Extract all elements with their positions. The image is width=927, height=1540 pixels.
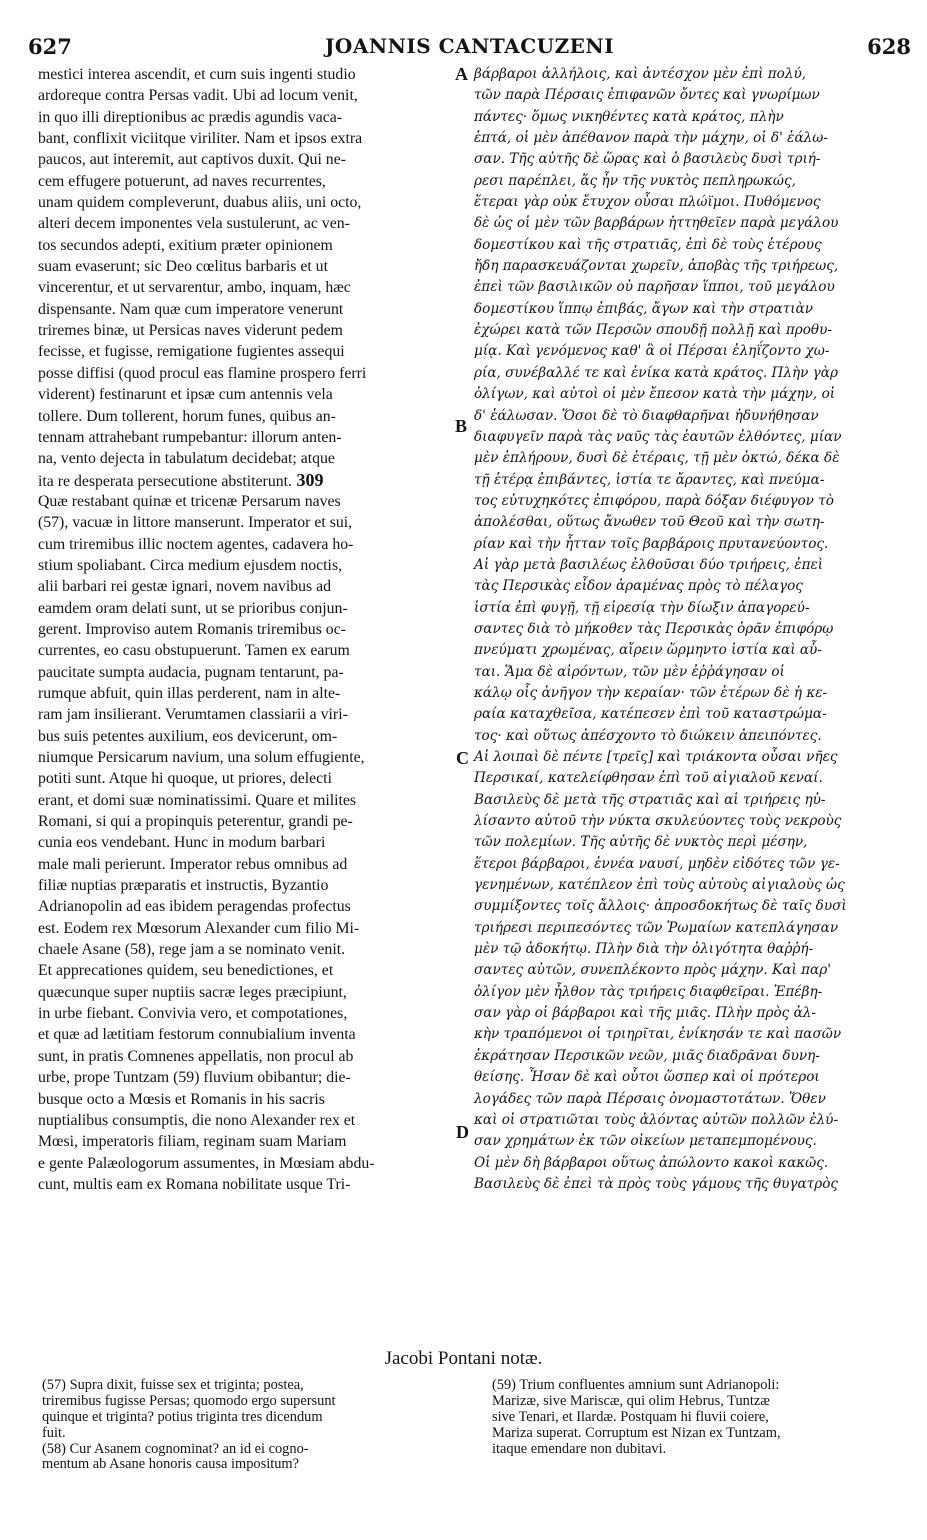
latin-text-line: urbe, prope Tuntzam (59) fluvium obibantur; die- bbox=[38, 1069, 351, 1087]
latin-text-line: in quo illi direptionibus ac prædis agundis vaca- bbox=[38, 108, 343, 126]
greek-text-line: συμμίξοντες τοῖς ἄλλοις· ἀπροσδοκήτως δὲ ταῖς δυσὶ bbox=[474, 898, 847, 915]
latin-text-line: gerent. Improviso autem Romanis triremibus oc- bbox=[38, 620, 346, 638]
greek-text-line: τος· καὶ οὕτως ἀπέσχοντο τὸ διώκειν ἀπειπόντες. bbox=[474, 727, 822, 744]
greek-text-line: δομεστίκου ἵππῳ ἐπιβάς, ἄγων καὶ τὴν στρατιὰν bbox=[474, 300, 814, 317]
greek-text-line: ραία καταχθεῖσα, κατέπεσεν ἐπὶ τοῦ καταστρώμα- bbox=[474, 706, 827, 723]
greek-text-line: λογάδες τῶν παρὰ Πέρσαις ὀνομαστοτάτων. Ὅθεν bbox=[474, 1090, 826, 1107]
latin-text-line: male mali perierunt. Imperator rebus omnibus ad bbox=[38, 855, 348, 873]
greek-text-line: ἕτεραι γὰρ οὐκ ἔτυχον οὖσαι πλώϊμοι. Πυθόμενος bbox=[474, 194, 821, 211]
greek-text-line: κάλῳ οἷς ἀνῆγον τὴν κεραίαν· τῶν ἑτέρων δὲ ἡ κε- bbox=[474, 684, 828, 701]
latin-text-line: Et apprecationes quidem, seu benedictiones, et bbox=[38, 962, 334, 980]
latin-text-line: erant, et domi suæ nominatissimi. Quare et milites bbox=[38, 791, 357, 809]
latin-text-line: cunt, multis eam ex Romana nobilitate usque Tri- bbox=[38, 1175, 351, 1193]
greek-text-line: δομεστίκου καὶ τῆς στρατιᾶς, ἐπὶ δὲ τοὺς ἑτέρους bbox=[474, 236, 822, 253]
notes-right-column bbox=[492, 1378, 912, 1457]
latin-text-line: suam evaserunt; sic Deo cœlitus barbaris et ut bbox=[38, 258, 328, 276]
greek-text-line: πάντες· ὅμως νικηθέντες κατὰ κράτος, πλὴν bbox=[474, 108, 784, 125]
latin-text-line: Mœsi, imperatoris filiam, reginam suam Mariam bbox=[38, 1133, 347, 1151]
latin-text-line: Adrianopolin ad eas ibidem peragendas profectus bbox=[38, 898, 351, 916]
greek-text-line: τὰς Περσικὰς εἶδον ἀραμένας πρὸς τὸ πέλαγος bbox=[474, 578, 803, 595]
note-line: triremibus fugisse Persas; quomodo ergo supersunt bbox=[42, 1392, 336, 1409]
greek-text-line: δὲ ὡς οἱ μὲν τῶν βαρβάρων ἡττηθεῖεν παρὰ μεγάλου bbox=[474, 215, 839, 232]
page-number-right: 628 bbox=[867, 34, 911, 59]
note-line: quinque et triginta? potius triginta tres dicendum bbox=[42, 1408, 323, 1425]
greek-text-line: ἤδη παρασκευάζονται χωρεῖν, ἀποβὰς τῆς τριήρεως, bbox=[474, 258, 839, 275]
latin-text-line: tennam attrahebant rumpebantur: illorum anten- bbox=[38, 428, 342, 446]
latin-text-line: alteri decem imponentes vela sustulerunt, ac ven- bbox=[38, 215, 350, 233]
note-line: (59) Trium confluentes amnium sunt Adrianopoli: bbox=[492, 1377, 780, 1393]
latin-text-line: est. Eodem rex Mœsorum Alexander cum filio Mi- bbox=[38, 919, 360, 937]
greek-text-line: σαντες διὰ τὸ μήκοθεν τὰς Περσικὰς ὁρᾶν ἐπιφόρῳ bbox=[474, 620, 834, 637]
latin-text-line: cunia eos vendebant. Hunc in modum barbari bbox=[38, 834, 326, 852]
greek-text-line: μὲν ἐπλήρουν, δυσὶ δὲ ἑτέραις, τῇ μὲν ὀκτώ, δέκα δὲ bbox=[474, 450, 840, 467]
latin-text-line: tos secundos adepti, exitium præter opinionem bbox=[38, 236, 333, 254]
latin-text-line: potiti sunt. Atque hi quoque, ut priores, delecti bbox=[38, 770, 332, 788]
greek-text-line: ὀλίγον μὲν ἦλθον τὰς τριήρεις διαφθεῖραι. Ἐπέβη- bbox=[474, 983, 823, 1000]
greek-text-line: Βασιλεὺς δὲ μετὰ τῆς στρατιᾶς καὶ αἱ τριήρεις ηὐ- bbox=[474, 791, 826, 808]
greek-text-line: καὶ οἱ στρατιῶται τοὺς ἁλόντας αὐτῶν πολλῶν ἐλύ- bbox=[474, 1111, 839, 1128]
margin-marker-c: C bbox=[456, 748, 469, 768]
latin-text-line: e gente Palæologorum assumentes, in Mœsiam abdu- bbox=[38, 1154, 375, 1172]
page-number-left: 627 bbox=[28, 34, 72, 59]
greek-text-line: τος εὐτυχηκότες ἐπιφόρου, παρὰ δόξαν διέφυγον τὸ bbox=[474, 492, 834, 509]
notes-left-column bbox=[42, 1378, 462, 1473]
latin-text-line: ita re desperata persecutione abstiterunt. 309 bbox=[38, 469, 324, 490]
greek-text-line: Αἱ γὰρ μετὰ βασιλέως ἐλθοῦσαι δύο τριήρεις, ἐπεὶ bbox=[474, 556, 824, 573]
greek-text-line: γενημένων, κατέπλεον ἐπὶ τοὺς αὐτοὺς αἰγιαλοὺς ὡς bbox=[474, 877, 845, 894]
notes-title: Jacobi Pontani notæ. bbox=[384, 1348, 543, 1369]
greek-text-line: τῶν πολεμίων. Τῆς αὐτῆς δὲ νυκτὸς περὶ μέσην, bbox=[474, 834, 808, 851]
latin-text-line: alii barbari rei gestæ ignari, novem navibus ad bbox=[38, 578, 332, 596]
latin-text-line: stium spoliabant. Circa medium ejusdem noctis, bbox=[38, 556, 343, 574]
greek-text-line: τῇ ἑτέρᾳ ἐπιβάντες, ἱστία τε ἄραντες, καὶ πνεύμα- bbox=[474, 471, 825, 488]
latin-text-line: vincerentur, et ut servarentur, ambo, inquam, hæc bbox=[38, 279, 351, 297]
latin-text-line: dispensante. Nam quæ cum imperatore venerunt bbox=[38, 300, 344, 318]
latin-text-line: nuptialibus consumptis, die nono Alexander rex et bbox=[38, 1111, 356, 1129]
latin-text-line: paucos, aut interemit, aut captivos duxit. Qui ne- bbox=[38, 151, 346, 169]
greek-text-line: Βασιλεὺς δὲ ἐπεὶ τὰ πρὸς τοὺς γάμους τῆς θυγατρὸς bbox=[474, 1175, 839, 1192]
greek-text-line: βάρβαροι ἀλλήλοις, καὶ ἀντέσχον μὲν ἐπὶ πολύ, bbox=[474, 66, 807, 82]
latin-text-line: ardoreque contra Persas vadit. Ubi ad locum venit, bbox=[38, 87, 358, 105]
latin-text-line: rumque abfuit, quin illas perderent, nam in alte- bbox=[38, 684, 341, 702]
latin-text-line: cem effugere potuerunt, ad naves recurrentes, bbox=[38, 172, 326, 190]
greek-column bbox=[474, 64, 912, 1195]
latin-text-line: niumque Persicarum navium, una solum effugiente, bbox=[38, 749, 365, 766]
greek-text-line: θείσης. Ἦσαν δὲ καὶ οὗτοι ὥσπερ καὶ οἱ πρότεροι bbox=[474, 1069, 820, 1086]
latin-text-line: tollere. Dum tollerent, horum funes, quibus an- bbox=[38, 407, 336, 425]
note-line: fuit. bbox=[42, 1424, 66, 1441]
latin-text-line: cum triremibus illic noctem agentes, cadavera ho- bbox=[38, 535, 354, 553]
margin-marker-b: B bbox=[455, 416, 468, 436]
latin-text-line: na, vento dejecta in tabulatum decidebat; atque bbox=[38, 450, 335, 468]
greek-text-line: διαφυγεῖν παρὰ τὰς ναῦς τὰς ἑαυτῶν ἐλθόντες, μίαν bbox=[474, 428, 842, 445]
greek-text-line: ρίαν καὶ τὴν ἧτταν τοῖς βαρβάροις πρυτανεύοντος. bbox=[474, 535, 829, 552]
greek-text-line: σαν. Τῆς αὐτῆς δὲ ὥρας καὶ ὁ βασιλεὺς δυσὶ τριή- bbox=[474, 151, 821, 168]
latin-text-line: unam quidem compleverunt, duabus aliis, uni octo, bbox=[38, 194, 362, 212]
latin-text-line: bant, conflixit viciitque viriliter. Nam et ipsos extra bbox=[38, 130, 363, 148]
note-line: (58) Cur Asanem cognominat? an id ei cogno- bbox=[42, 1440, 309, 1457]
note-line: sive Tenari, et Ilardæ. Postquam hi fluvii coiere, bbox=[492, 1408, 769, 1425]
note-line: Mariza superat. Corruptum est Nizan ex Tuntzam, bbox=[492, 1424, 781, 1441]
greek-text-line: ρία, συνέβαλλέ τε καὶ ἐνίκα κατὰ κράτος. Πλὴν γὰρ bbox=[474, 364, 838, 381]
greek-text-line: Περσικαί, κατελείφθησαν ἐπὶ τοῦ αἰγιαλοῦ κεναί. bbox=[474, 770, 823, 787]
greek-text-line: ἐχώρει κατὰ τῶν Περσῶν σπουδῇ πολλῇ καὶ προθυ- bbox=[474, 322, 832, 339]
latin-text-line: viderent) festinarunt et ipsæ cum antennis vela bbox=[38, 386, 333, 404]
greek-text-line: ὀλίγων, καὶ αὐτοὶ οἱ μὲν ἔπεσον κατὰ τὴν μάχην, οἱ bbox=[474, 386, 836, 403]
greek-text-line: Οἱ μὲν δὴ βάρβαροι οὕτως ἀπώλοντο κακοὶ κακῶς. bbox=[474, 1154, 829, 1171]
latin-text-line: chaele Asane (58), rege jam a se nominato venit. bbox=[38, 941, 346, 959]
greek-text-line: Αἱ λοιπαὶ δὲ πέντε [τρεῖς] καὶ τριάκοντα οὖσαι νῆες bbox=[474, 749, 838, 765]
margin-marker-a: A bbox=[455, 64, 468, 84]
running-title: JOANNIS CANTACUZENI bbox=[324, 34, 615, 58]
latin-text-line: busque octo a Mœsis et Romanis in his sacris bbox=[38, 1090, 325, 1108]
greek-text-line: δ' ἑάλωσαν. Ὅσοι δὲ τὸ διαφθαρῆναι ἠδυνήθησαν bbox=[474, 407, 819, 424]
greek-text-line: ἱστία ἐπὶ φυγῇ, τῇ εἰρεσίᾳ τὴν δίωξιν ἀπαγορεύ- bbox=[474, 599, 810, 616]
latin-text-line: eamdem oram delati sunt, ut se prioribus conjun- bbox=[38, 599, 348, 617]
running-header bbox=[28, 34, 911, 60]
latin-text-line: bus suis petentes auxilium, eos devicerunt, om- bbox=[38, 727, 338, 745]
latin-text-line: in urbe fiebant. Convivia vero, et compotationes, bbox=[38, 1005, 348, 1023]
greek-text-line: μίᾳ. Καὶ γενόμενος καθ' ἃ οἱ Πέρσαι ἐληΐζοντο χω- bbox=[474, 343, 830, 360]
margin-marker-d: D bbox=[456, 1122, 469, 1142]
greek-text-line: τριήρεσι περιπεσόντες τῶν Ῥωμαίων κατεπλάγησαν bbox=[474, 919, 839, 936]
greek-text-line: ται. Ἅμα δὲ αἰρόντων, τῶν μὲν ἐῤῥάγησαν οἱ bbox=[474, 663, 785, 680]
note-line: itaque emendare non dubitavi. bbox=[492, 1440, 667, 1457]
latin-text-line: sunt, in pratis Comnenes appellatis, non procul ab bbox=[38, 1047, 354, 1065]
greek-text-line: πνεύματι χρωμένας, αἴρειν ὥρμηντο ἱστία καὶ αὗ- bbox=[474, 642, 822, 659]
latin-text-line: et quæ ad lætitiam festorum connubialium inventa bbox=[38, 1026, 356, 1044]
greek-text-line: τῶν παρὰ Πέρσαις ἐπιφανῶν ὄντες καὶ γνωρίμων bbox=[474, 87, 820, 104]
greek-text-line: ἐπεὶ τῶν βασιλικῶν οὐ παρῆσαν ἵπποι, τοῦ μεγάλου bbox=[474, 279, 835, 296]
latin-text-line: filiæ nuptias præparatis et instructis, Byzantio bbox=[38, 877, 329, 895]
latin-text-line: triremes binæ, ut Persicas naves viderunt pedem bbox=[38, 322, 343, 340]
note-line: (57) Supra dixit, fuisse sex et triginta; postea, bbox=[42, 1377, 304, 1393]
greek-text-line: ἐκράτησαν Περσικῶν νεῶν, μιᾶς διαδρᾶναι δυνη- bbox=[474, 1047, 820, 1064]
greek-text-line: σαντες αὐτῶν, συνεπλέκοντο πρὸς μάχην. Καὶ παρ' bbox=[474, 962, 831, 979]
greek-text-line: σαν γὰρ οἱ βάρβαροι καὶ τῆς μιᾶς. Πλὴν πρὸς ἀλ- bbox=[474, 1005, 816, 1022]
greek-text-line: λίσαντο αὐτοῦ τὴν νύκτα σκυλεύοντες τοὺς νεκροὺς bbox=[474, 813, 842, 830]
note-line: Marizæ, sive Mariscæ, qui olim Hebrus, Tuntzæ bbox=[492, 1392, 770, 1409]
greek-text-line: σαν χρημάτων ἐκ τῶν οἰκείων μεταπεμπομένους. bbox=[474, 1133, 817, 1150]
greek-text-line: ἑπτά, οἱ μὲν ἀπέθανον παρὰ τὴν μάχην, οἱ δ' ἑάλω- bbox=[474, 130, 828, 147]
latin-text-line: posse diffisi (quod procul eas flamine prospero ferri bbox=[38, 364, 367, 382]
latin-text-line: quæcunque super nuptiis sacræ leges præcipiunt, bbox=[38, 983, 347, 1001]
latin-text-line: mestici interea ascendit, et cum suis ingenti studio bbox=[38, 66, 356, 83]
latin-text-line: paucitate sumpta audacia, pugnam tentarunt, pa- bbox=[38, 663, 344, 681]
greek-text-line: κὴν τραπόμενοι οἱ τριηρῖται, ἐνίκησάν τε καὶ πασῶν bbox=[474, 1026, 842, 1043]
note-line: mentum ab Asane honoris causa impositum? bbox=[42, 1456, 299, 1473]
latin-column bbox=[38, 64, 450, 1195]
greek-text-line: ρεσι παρέπλει, ἅς ἦν τῆς νυκτὸς πεπληρωκώς, bbox=[474, 172, 796, 189]
latin-text-line: ram jam insilierant. Verumtamen classiarii a viri- bbox=[38, 706, 348, 724]
greek-text-line: ἕτεροι βάρβαροι, ἐννέα ναυσί, μηδὲν εἰδότες τῶν γε- bbox=[474, 855, 840, 872]
latin-text-line: currentes, eo casu obstupuerunt. Tamen ex earum bbox=[38, 642, 350, 660]
latin-text-line: Romani, si qui a propinquis peterentur, grandi pe- bbox=[38, 813, 353, 831]
greek-text-line: ἀπολέσθαι, οὕτως ἄνωθεν τοῦ Θεοῦ καὶ τὴν σωτη- bbox=[474, 514, 825, 531]
greek-text-line: μὲν τῷ ἀδοκήτῳ. Πλὴν διὰ τὴν ὀλιγότητα θαῤῥή- bbox=[474, 941, 814, 958]
inline-page-marker: 309 bbox=[291, 469, 324, 490]
latin-text-line: fecisse, et fugisse, remigatione fugientes assequi bbox=[38, 343, 345, 361]
latin-text-line: Quæ restabant quinæ et tricenæ Persarum naves bbox=[38, 492, 341, 510]
latin-text-line: (57), vacuæ in littore manserunt. Imperator et sui, bbox=[38, 514, 353, 532]
